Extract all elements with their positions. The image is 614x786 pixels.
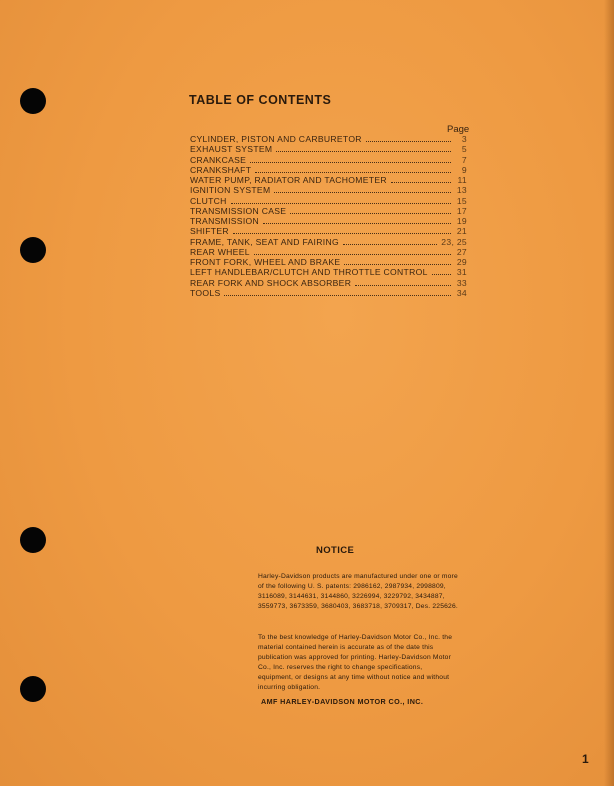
toc-leader-dots [233,233,451,234]
toc-leader-dots [254,254,451,255]
toc-leader-dots [355,285,451,286]
toc-entry [190,206,467,216]
toc-entry-label: EXHAUST SYSTEM [190,144,273,155]
toc-leader-dots [391,182,451,183]
punch-hole [20,676,46,702]
toc-leader-dots [432,274,451,275]
toc-entry-page: 17 [456,205,467,216]
toc-entry-label: CRANKSHAFT [190,164,252,175]
toc-list [190,134,467,298]
punch-hole [20,88,46,114]
toc-entry-page: 5 [461,144,467,155]
toc-entry-label: IGNITION SYSTEM [190,185,271,196]
toc-entry [190,278,467,288]
toc-leader-dots [276,151,451,152]
toc-entry-page: 23, 25 [441,236,467,247]
toc-entry-page: 31 [456,267,467,278]
toc-entry-label: TRANSMISSION [190,216,260,226]
toc-leader-dots [263,223,451,224]
toc-entry [190,175,467,185]
toc-leader-dots [224,295,451,296]
toc-title: TABLE OF CONTENTS [189,93,332,107]
toc-entry-page: 13 [456,185,467,196]
toc-leader-dots [366,141,451,142]
toc-entry-page: 21 [456,226,467,237]
toc-entry [190,247,467,257]
toc-leader-dots [250,162,451,163]
toc-entry [190,216,467,226]
toc-entry [190,226,467,236]
toc-leader-dots [274,192,451,193]
page-number: 1 [582,752,589,766]
toc-entry [190,237,467,247]
toc-entry-label: TOOLS [190,287,221,298]
toc-entry [190,267,467,277]
toc-entry-page: 19 [456,216,467,226]
toc-entry [190,196,467,206]
toc-entry-page: 15 [456,195,467,206]
toc-entry-label: SHIFTER [190,226,229,237]
toc-entry [190,144,467,154]
toc-entry-page: 11 [457,175,467,185]
toc-entry-label: CRANKCASE [190,154,247,165]
toc-entry [190,155,467,165]
toc-entry [190,185,467,195]
toc-leader-dots [344,264,451,265]
toc-leader-dots [255,172,451,173]
toc-entry-page: 33 [456,277,467,288]
toc-entry-page: 27 [456,246,467,257]
toc-entry-page: 29 [456,257,467,267]
toc-entry-page: 3 [461,134,467,144]
toc-entry-label: TRANSMISSION CASE [190,205,287,216]
toc-entry-label: REAR WHEEL [190,246,250,257]
toc-leader-dots [290,213,451,214]
toc-leader-dots [343,244,437,245]
toc-entry [190,165,467,175]
toc-entry-label: REAR FORK AND SHOCK ABSORBER [190,277,352,288]
notice-title: NOTICE [316,545,355,556]
toc-entry-page: 7 [461,154,467,165]
toc-entry-page: 34 [456,287,467,298]
disclaimer-paragraph: To the best knowledge of Harley-Davidson Motor Co., Inc. the material contained herein is accurate as of the date this publication was approved for printing. Harley-Davidson Motor Co., Inc. reserves the right to change specifications, equipment, or designs at any time without notice and without incurring obligation. [258,634,453,691]
toc-entry-label: FRAME, TANK, SEAT AND FAIRING [190,236,339,247]
page-edge-shadow [604,0,614,786]
toc-entry-page: 9 [461,164,467,175]
toc-entry-label: FRONT FORK, WHEEL AND BRAKE [190,257,341,267]
toc-entry-label: LEFT HANDLEBAR/CLUTCH AND THROTTLE CONTROL [190,267,428,278]
patent-notice-paragraph: Harley-Davidson products are manufactured under one or more of the following U. S. patents: 2986162, 2987934, 2998809, 3116089, 3144631, 3144860, 3226994, 3229792, 3434887, 3559773, 3673359, 3680403, 3683718, 3709317, Des. 225626. [258,573,458,610]
toc-entry [190,288,467,298]
punch-hole [20,527,46,553]
toc-entry [190,134,467,144]
toc-entry-label: CLUTCH [190,195,227,206]
company-name: AMF HARLEY-DAVIDSON MOTOR CO., INC. [261,697,424,706]
toc-entry [190,257,467,267]
toc-page-header: Page [447,124,470,135]
toc-entry-label: WATER PUMP, RADIATOR AND TACHOMETER [190,175,387,185]
punch-hole [20,237,46,263]
toc-leader-dots [231,203,451,204]
toc-entry-label: CYLINDER, PISTON AND CARBURETOR [190,134,362,144]
